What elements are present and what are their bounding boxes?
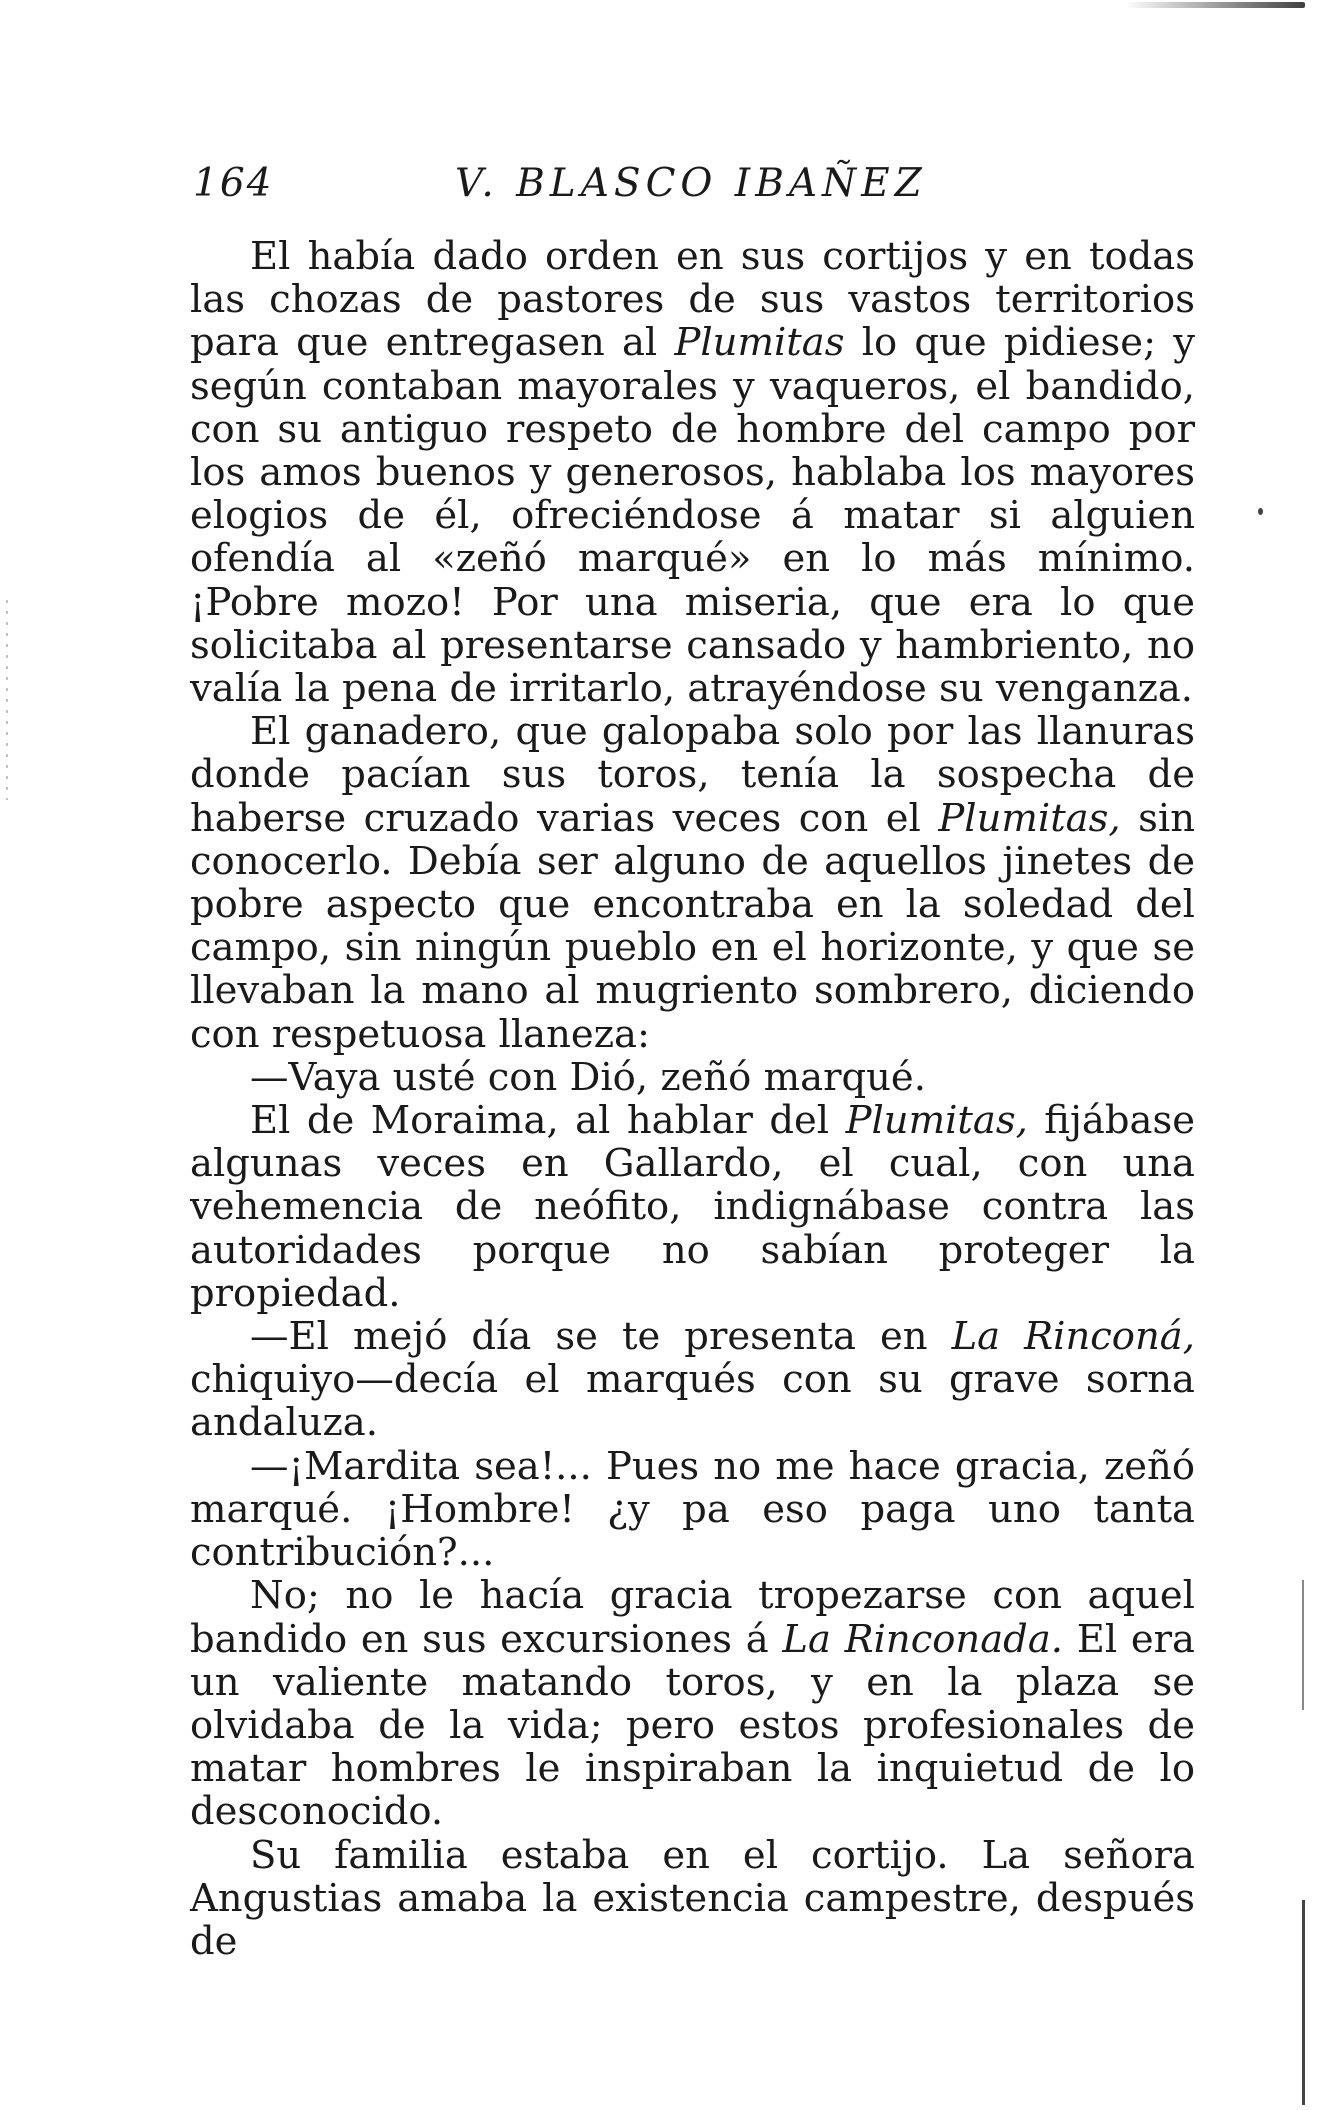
text-run: chiquiyo—decía el marqués con su grave sorna andaluza. — [190, 1357, 1195, 1446]
text-run: —Vaya usté con Dió, zeñó marqué. — [250, 1054, 926, 1100]
page-number: 164 — [193, 161, 274, 206]
text-run: lo que pidiese; y según contaban mayorales y vaqueros, el bandido, con su antiguo respeto de hombre del campo por los amos buenos y generosos, hablaba los mayores elogios de él, ofreciéndose á matar si alguien ofendía al «zeñó marqué» en lo más mínimo. ¡Pobre mozo! Por una miseria, que era lo que solicitaba al presentarse cansado y hambriento, no valía la pena de irritarlo, atrayéndose su venganza. — [190, 320, 1195, 712]
text-run: —El mejó día se te presenta en — [250, 1314, 952, 1360]
scan-edge-mark — [1125, 2, 1305, 8]
italic-run: Plumitas, — [938, 795, 1121, 841]
running-header — [193, 155, 1193, 215]
running-title: V. BLASCO IBAÑEZ — [455, 161, 927, 206]
italic-run: La Rinconada. — [782, 1616, 1064, 1662]
italic-run: Plumitas, — [845, 1098, 1028, 1144]
scan-left-trace — [6, 600, 8, 800]
paragraph — [190, 1315, 1195, 1445]
paragraph — [190, 1834, 1195, 1964]
paragraph — [190, 1056, 1195, 1099]
body-text — [190, 235, 1195, 1963]
text-run: No; no le hacía gracia tropezarse con aquel bandido en sus excursiones á — [190, 1573, 1195, 1662]
paragraph — [190, 710, 1195, 1056]
margin-mark — [1302, 1900, 1305, 2105]
ink-speck — [1258, 508, 1263, 515]
text-run: sin conocerlo. Debía ser alguno de aquellos jinetes de pobre aspecto que encontraba en la soledad del campo, sin ningún pueblo en el horizonte, y que se llevaban la mano al mugriento sombrero, diciendo con respetuosa llaneza: — [190, 795, 1196, 1057]
text-run: —¡Mardita sea!... Pues no me hace gracia, zeñó marqué. ¡Hombre! ¿y pa eso paga uno tanta contribución?... — [190, 1443, 1195, 1576]
italic-run: La Rinconá, — [951, 1314, 1195, 1360]
paragraph — [190, 1574, 1195, 1833]
text-run: El de Moraima, al hablar del — [250, 1098, 846, 1144]
text-run: Su familia estaba en el cortijo. La señora Angustias amaba la existencia campestre, después de — [190, 1832, 1195, 1964]
paragraph — [190, 1099, 1195, 1315]
text-run: fijábase algunas veces en Gallardo, el cual, con una vehemencia de neófito, indignábase contra las autoridades porque no sabían proteger la propiedad. — [190, 1098, 1195, 1316]
paragraph — [190, 235, 1195, 710]
italic-run: Plumitas — [674, 320, 845, 366]
text-run: El era un valiente matando toros, y en la plaza se olvidaba de la vida; pero estos profesionales de matar hombres le inspiraban la inquietud de lo desconocido. — [190, 1616, 1195, 1835]
paragraph — [190, 1445, 1195, 1575]
text-run: El ganadero, que galopaba solo por las llanuras donde pacían sus toros, tenía la sospecha de haberse cruzado varias veces con el — [190, 709, 1195, 841]
margin-mark — [1302, 1580, 1304, 1710]
text-run: El había dado orden en sus cortijos y en todas las chozas de pastores de sus vastos territorios para que entregasen al — [190, 234, 1195, 366]
